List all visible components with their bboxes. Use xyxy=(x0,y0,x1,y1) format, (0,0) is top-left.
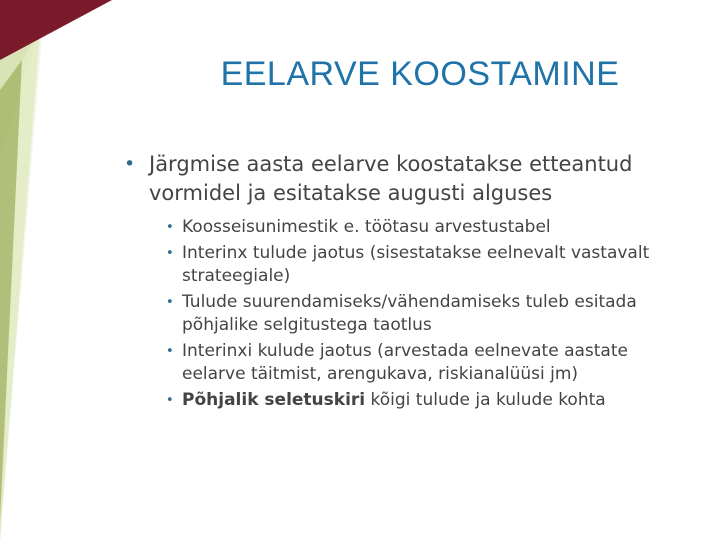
sub-bullet xyxy=(164,340,678,386)
main-bullet xyxy=(118,150,678,208)
decorative-corner-shapes xyxy=(0,0,120,540)
sub-bullet-text: Tulude suurendamiseks/vähendamiseks tuleb esitada põhjalike selgitustega taotlus xyxy=(182,292,637,335)
sub-bullet-text: Koosseisunimestik e. töötasu arvestustabel xyxy=(182,217,551,237)
deco-dark-red-triangle xyxy=(0,0,112,60)
sub-bullet xyxy=(164,291,678,337)
sub-bullet-text: kõigi tulude ja kulude kohta xyxy=(365,390,606,410)
bullet-icon: • xyxy=(166,246,174,261)
bullet-icon: • xyxy=(166,220,174,235)
sub-bullet-text: Interinx tulude jaotus (sisestatakse eelnevalt vastavalt strateegiale) xyxy=(182,243,650,286)
bullet-icon: • xyxy=(166,393,174,408)
bullet-icon: • xyxy=(124,153,136,175)
sub-bullet-text: Interinxi kulude jaotus (arvestada eelnevate aastate eelarve täitmist, arengukava, riskianalüüsi jm) xyxy=(182,341,628,384)
bullet-icon: • xyxy=(166,295,174,310)
sub-bullet xyxy=(164,216,678,239)
sub-bullet-list xyxy=(118,216,678,412)
slide-content xyxy=(118,150,678,415)
sub-bullet xyxy=(164,389,678,412)
slide-title: EELARVE KOOSTAMINE xyxy=(220,55,620,93)
bullet-icon: • xyxy=(166,344,174,359)
main-bullet-text: Järgmise aasta eelarve koostatakse etteantud vormidel ja esitatakse augusti alguses xyxy=(149,152,633,205)
sub-bullet-bold-text: Põhjalik seletuskiri xyxy=(182,390,366,410)
sub-bullet xyxy=(164,242,678,288)
